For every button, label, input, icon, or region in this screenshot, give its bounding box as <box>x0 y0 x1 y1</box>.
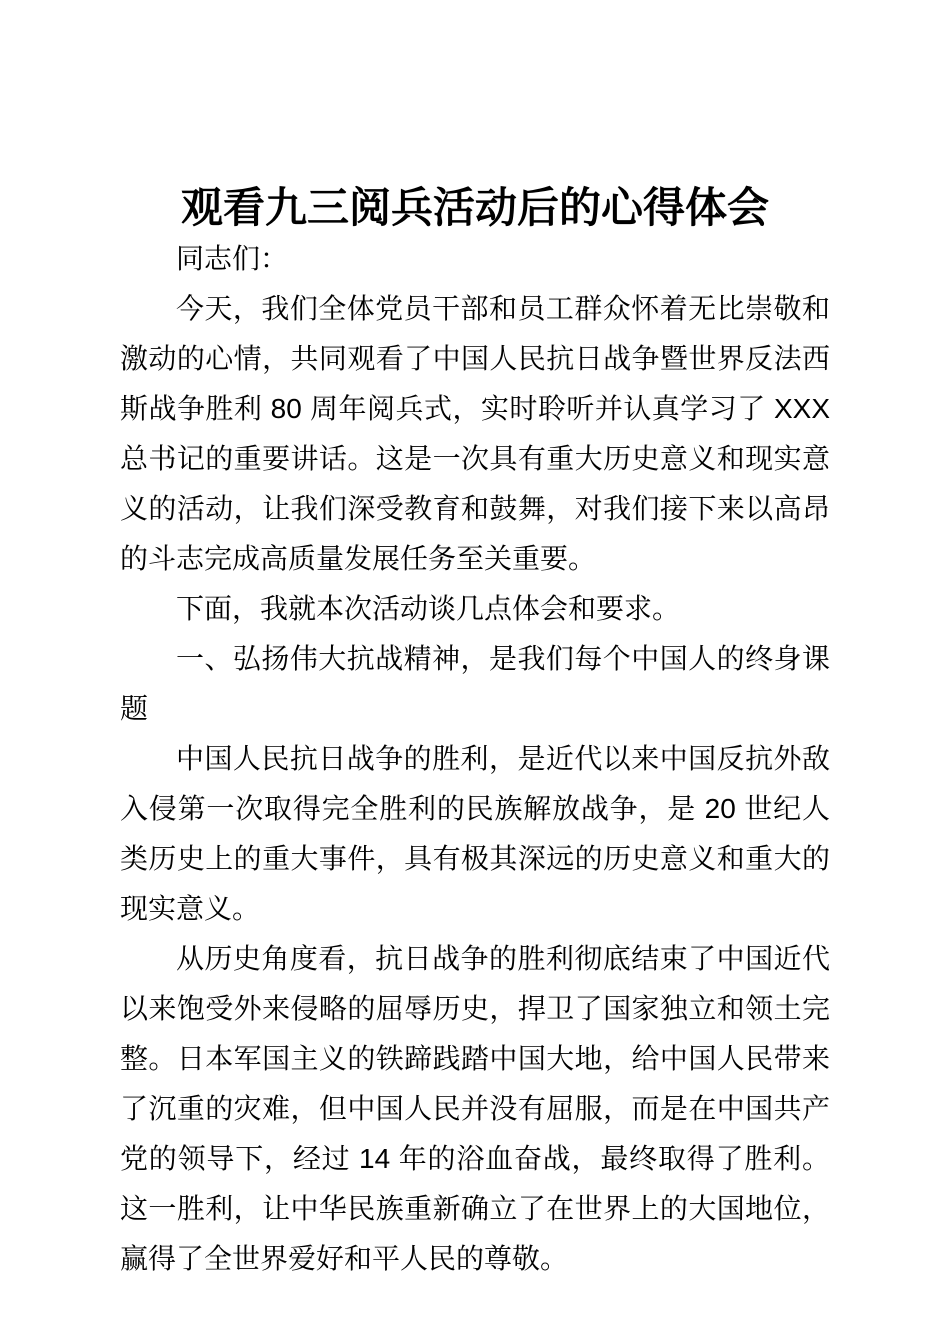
document-title: 观看九三阅兵活动后的心得体会 <box>180 186 769 232</box>
section-heading-1: 一、弘扬伟大抗战精神，是我们每个中国人的终身课题 <box>120 643 830 724</box>
paragraph-historical-perspective: 从历史角度看，抗日战争的胜利彻底结束了中国近代以来饱受外来侵略的屈辱历史，捍卫了国家独立和领土完整。日本军国主义的铁蹄践踏中国大地，给中国人民带来了沉重的灾难，但中国人民并没有屈服，而是在中国共产党的领导下，经过 14 年的浴血奋战，最终取得了胜利。这一胜利，让中华民族重新确立了在世界上的大国地位，赢得了全世界爱好和平人民的尊敬。 <box>120 943 830 1274</box>
salutation-line: 同志们： <box>176 243 289 274</box>
paragraph-war-victory-significance: 中国人民抗日战争的胜利，是近代以来中国反抗外敌入侵第一次取得完全胜利的民族解放战争，是 20 世纪人类历史上的重大事件，具有极其深远的历史意义和重大的现实意义。 <box>120 743 830 924</box>
paragraph-transition: 下面，我就本次活动谈几点体会和要求。 <box>176 593 681 624</box>
paragraph-opening: 今天，我们全体党员干部和员工群众怀着无比崇敬和激动的心情，共同观看了中国人民抗日战争暨世界反法西斯战争胜利 80 周年阅兵式，实时聆听并认真学习了 XXX 总书记的重要讲话。这是一次具有重大历史意义和现实意义的活动，让我们深受教育和鼓舞，对我们接下来以高昂的斗志完成高质量发展任务至关重要。 <box>120 293 830 574</box>
